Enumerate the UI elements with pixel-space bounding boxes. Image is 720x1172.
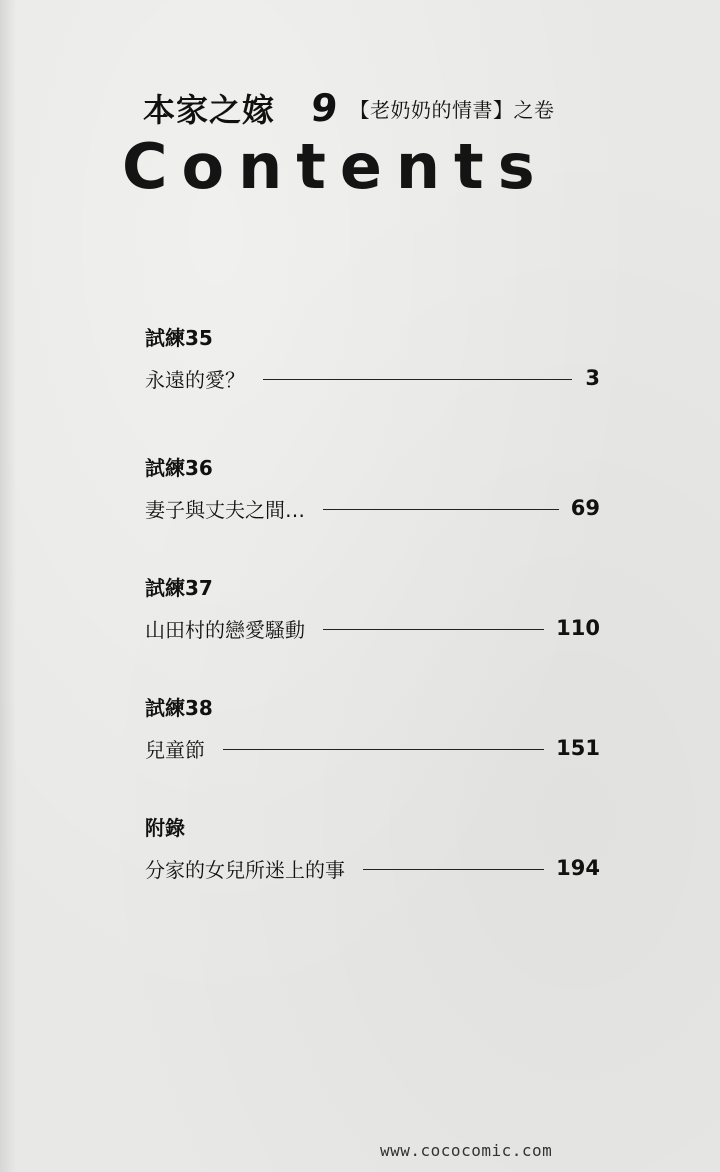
chapter-title: 兒童節 [145, 737, 205, 762]
chapter-title: 山田村的戀愛騷動 [145, 617, 305, 642]
toc-entry-37[interactable] [145, 572, 600, 652]
chapter-label: 試練38 [145, 696, 213, 720]
chapter-label: 附錄 [145, 816, 185, 840]
volume-number: 9 [308, 86, 340, 130]
leader-line [323, 629, 544, 630]
book-header [143, 82, 554, 134]
toc-entry-35[interactable] [145, 322, 600, 402]
leader-line [363, 869, 544, 870]
chapter-row [145, 854, 600, 882]
chapter-title: 分家的女兒所迷上的事 [145, 857, 345, 882]
chapter-title: 永遠的愛？ [145, 367, 245, 392]
chapter-row [145, 734, 600, 762]
series-title: 本家之嫁 [143, 91, 276, 129]
leader-line [223, 749, 544, 750]
volume-subtitle: 【老奶奶的情書】之卷 [349, 97, 555, 122]
page-number: 3 [585, 366, 600, 390]
leader-line [323, 509, 559, 510]
chapter-label: 試練35 [145, 326, 213, 350]
page-edge-shadow [0, 0, 16, 1172]
footer-url: www.cococomic.com [380, 1141, 553, 1160]
chapter-label: 試練37 [145, 576, 213, 600]
contents-heading: Contents [122, 130, 549, 203]
page-number: 110 [556, 616, 600, 640]
toc-entry-appendix[interactable] [145, 812, 600, 892]
toc-entry-38[interactable] [145, 692, 600, 772]
chapter-row [145, 364, 600, 392]
leader-line [263, 379, 572, 380]
page-number: 194 [556, 856, 600, 880]
chapter-title: 妻子與丈夫之間… [145, 497, 305, 522]
chapter-row [145, 614, 600, 642]
page-number: 69 [570, 496, 600, 520]
page-number: 151 [556, 736, 600, 760]
chapter-row [145, 494, 600, 522]
toc-entry-36[interactable] [145, 452, 600, 532]
chapter-label: 試練36 [145, 456, 213, 480]
